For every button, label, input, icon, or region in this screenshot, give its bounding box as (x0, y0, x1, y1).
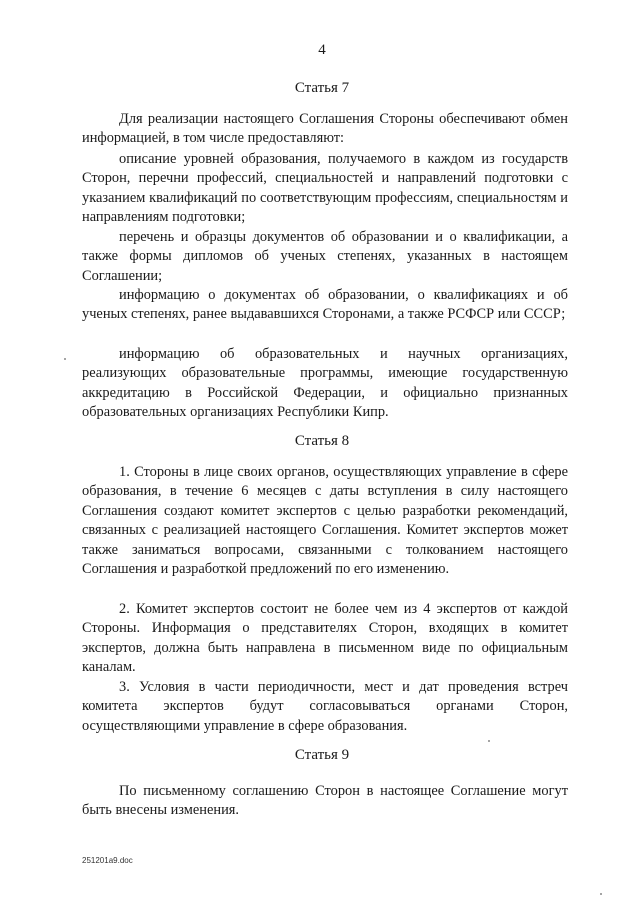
article-9-paragraph-1: По письменному соглашению Сторон в настоящее Соглашение могут быть внесены изменения. (82, 783, 568, 819)
article-8-paragraph-1: 1. Стороны в лице своих органов, осуществляющих управление в сфере образования, в течение 6 месяцев с даты вступления в силу настоящего Соглашения создают комитет экспертов с целью разработки рекомендаций, связанных с реализацией настоящего Соглашения. Комитет экспертов может также заниматься вопросами, связанными с толкованием настоящего Соглашения и разработкой предложений по его изменению. (82, 464, 568, 578)
article-7-heading: Статья 7 (294, 80, 350, 96)
article-8-heading: Статья 8 (294, 433, 350, 449)
scan-speck (64, 358, 66, 360)
article-7-paragraph-3: перечень и образцы документов об образовании и о квалификации, а также формы дипломов об ученых степенях, указанных в настоящем Соглашении; (82, 229, 568, 284)
article-8-paragraph-3: 3. Условия в части периодичности, мест и дат проведения встреч комитета экспертов будут согласовываться органами Сторон, осуществляющими управление в сфере образования. (82, 679, 568, 734)
article-7-paragraph-2: описание уровней образования, получаемого в каждом из государств Сторон, перечни профессий, специальностей и направлений подготовки с указанием квалификаций по соответствующим профессиям, специальностям и направлениям подготовки; (82, 151, 568, 226)
article-7-paragraph-5: информацию об образовательных и научных организациях, реализующих образовательные программы, имеющие государственную аккредитацию в Российской Федерации, и официально признанных образовательных организациях Республики Кипр. (82, 346, 568, 421)
article-8-paragraph-2: 2. Комитет экспертов состоит не более чем из 4 экспертов от каждой Стороны. Информация о представителях Сторон, входящих в комитет экспертов, должна быть направлена в письменном виде по официальным каналам. (82, 601, 568, 676)
scan-speck (488, 740, 490, 742)
footer-filename: 251201a9.doc (82, 856, 133, 865)
scan-speck (600, 893, 602, 895)
article-9-heading: Статья 9 (294, 747, 350, 763)
article-7-paragraph-4: информацию о документах об образовании, о квалификациях и об ученых степенях, ранее выдававшихся Сторонами, а также РСФСР или СССР; (82, 287, 568, 323)
page-number: 4 (318, 42, 326, 58)
article-7-paragraph-1: Для реализации настоящего Соглашения Стороны обеспечивают обмен информацией, в том числе предоставляют: (82, 111, 568, 147)
